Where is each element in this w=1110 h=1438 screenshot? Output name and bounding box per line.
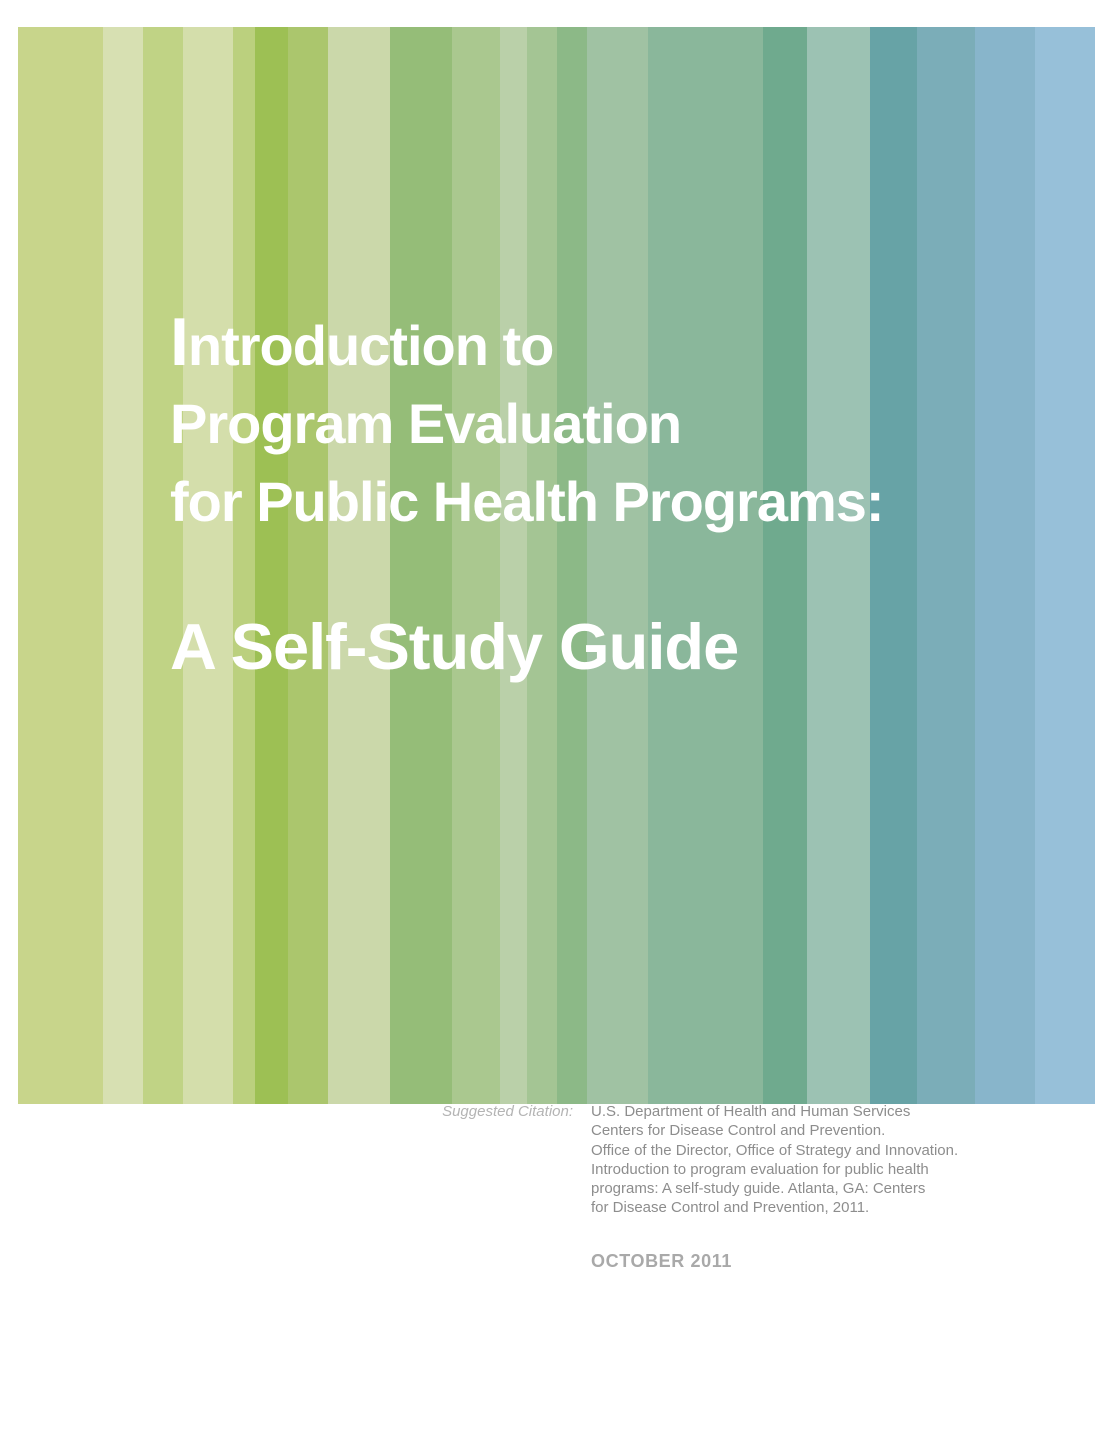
stripe — [143, 27, 183, 1104]
stripe — [103, 27, 143, 1104]
title-line-1-rest: ntroduction to — [187, 314, 554, 377]
stripe — [452, 27, 500, 1104]
stripe — [233, 27, 255, 1104]
title-line-1 — [170, 303, 884, 385]
stripe — [557, 27, 587, 1104]
title-drop-initial: I — [170, 304, 188, 380]
cover-subtitle: A Self-Study Guide — [170, 610, 739, 683]
suggested-citation-label: Suggested Citation: — [442, 1103, 573, 1120]
stripe — [975, 27, 1035, 1104]
publication-date: OCTOBER 2011 — [591, 1251, 732, 1271]
stripe — [183, 27, 233, 1104]
stripe — [648, 27, 763, 1104]
stripe — [917, 27, 975, 1104]
stripe — [390, 27, 452, 1104]
citation-line: U.S. Department of Health and Human Services — [591, 1103, 911, 1120]
stripe — [527, 27, 557, 1104]
stripe — [870, 27, 917, 1104]
stripe — [288, 27, 328, 1104]
citation-line: programs: A self-study guide. Atlanta, GA: Centers — [591, 1180, 926, 1198]
citation-line: Centers for Disease Control and Prevention. — [591, 1122, 886, 1140]
title-line-3: for Public Health Programs: — [170, 470, 884, 533]
cover-stripes-panel — [18, 27, 1095, 1104]
stripe — [763, 27, 807, 1104]
cover-title — [170, 303, 884, 541]
stripe — [807, 27, 870, 1104]
stripe — [328, 27, 390, 1104]
stripe — [1035, 27, 1095, 1104]
stripe — [255, 27, 288, 1104]
citation-line: Introduction to program evaluation for public health — [591, 1160, 929, 1178]
stripe — [18, 27, 103, 1104]
stripe — [500, 27, 527, 1104]
stripe — [587, 27, 648, 1104]
citation-text — [591, 1102, 958, 1218]
citation-line: for Disease Control and Prevention, 2011. — [591, 1199, 870, 1217]
title-line-2: Program Evaluation — [170, 392, 682, 455]
citation-line: Office of the Director, Office of Strategy and Innovation. — [591, 1141, 959, 1159]
